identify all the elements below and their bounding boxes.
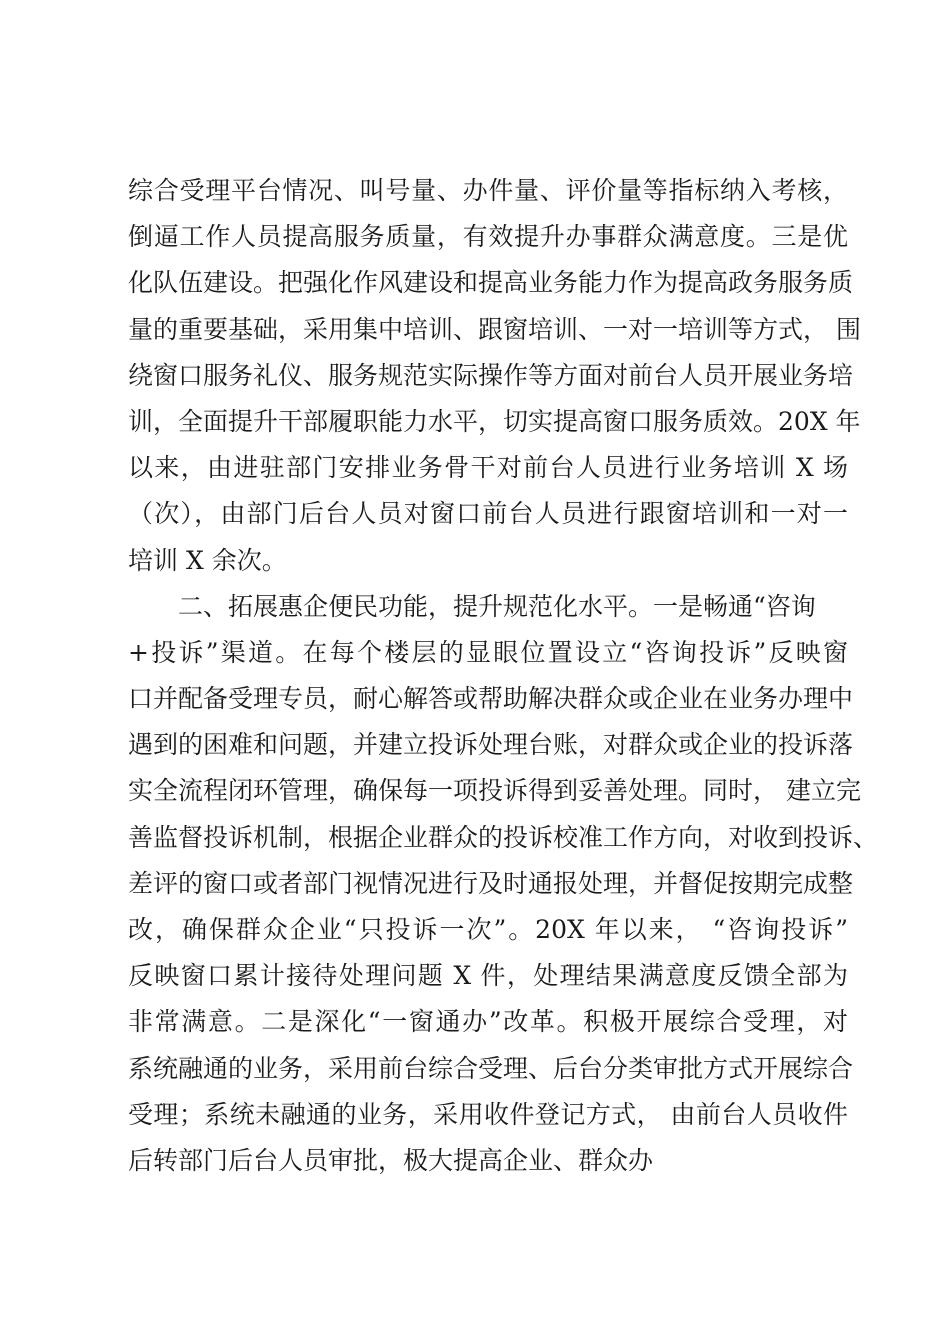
text-line-16: 差评的窗口或者部门视情况进行及时通报处理，并督促按期完成整 — [128, 868, 854, 898]
body-text — [128, 168, 879, 1184]
text-line-15: 善监督投诉机制，根据企业群众的投诉校准工作方向，对收到投诉、 — [128, 822, 879, 852]
text-line-6: 训，全面提升干部履职能力水平，切实提高窗口服务质效。20X 年 — [128, 406, 861, 436]
text-line-13: 遇到的困难和问题，并建立投诉处理台账，对群众或企业的投诉落 — [128, 730, 854, 760]
text-line-9: 培训 X 余次。 — [128, 545, 287, 575]
text-line-20: 系统融通的业务，采用前台综合受理、后台分类审批方式开展综合 — [128, 1053, 854, 1083]
text-line-10: 二、拓展惠企便民功能，提升规范化水平。一是畅通“咨询 — [128, 591, 816, 621]
text-line-2: 倒逼工作人员提高服务质量，有效提升办事群众满意度。三是优 — [128, 222, 848, 252]
text-line-17: 改，确保群众企业“只投诉一次”。20X 年以来， “咨询投诉” — [128, 915, 848, 944]
text-line-8: （次），由部门后台人员对窗口前台人员进行跟窗培训和一对一 — [128, 499, 848, 529]
text-line-21: 受理；系统未融通的业务，采用收件登记方式， 由前台人员收件 — [128, 1099, 848, 1129]
text-line-19: 非常满意。二是深化“一窗通办”改革。积极开展综合受理，对 — [128, 1007, 848, 1037]
text-line-5: 绕窗口服务礼仪、服务规范实际操作等方面对前台人员开展业务培 — [128, 360, 854, 390]
text-line-7: 以来，由进驻部门安排业务骨干对前台人员进行业务培训 X 场 — [128, 453, 848, 483]
text-line-18: 反映窗口累计接待处理问题 X 件，处理结果满意度反馈全部为 — [128, 961, 848, 991]
text-line-3: 化队伍建设。把强化作风建设和提高业务能力作为提高政务服务质 — [128, 268, 854, 298]
text-line-22: 后转部门后台人员审批，极大提高企业、群众办 — [128, 1145, 654, 1175]
text-line-1: 综合受理平台情况、叫号量、办件量、评价量等指标纳入考核， — [128, 176, 848, 205]
text-line-14: 实全流程闭环管理，确保每一项投诉得到妥善处理。同时， 建立完 — [128, 776, 861, 806]
text-line-12: 口并配备受理专员，耐心解答或帮助解决群众或企业在业务办理中 — [128, 684, 854, 714]
text-line-4: 量的重要基础，采用集中培训、跟窗培训、一对一培训等方式， 围 — [128, 314, 861, 344]
text-line-11: +投诉”渠道。在每个楼层的显眼位置设立“咨询投诉”反映窗 — [128, 637, 848, 667]
